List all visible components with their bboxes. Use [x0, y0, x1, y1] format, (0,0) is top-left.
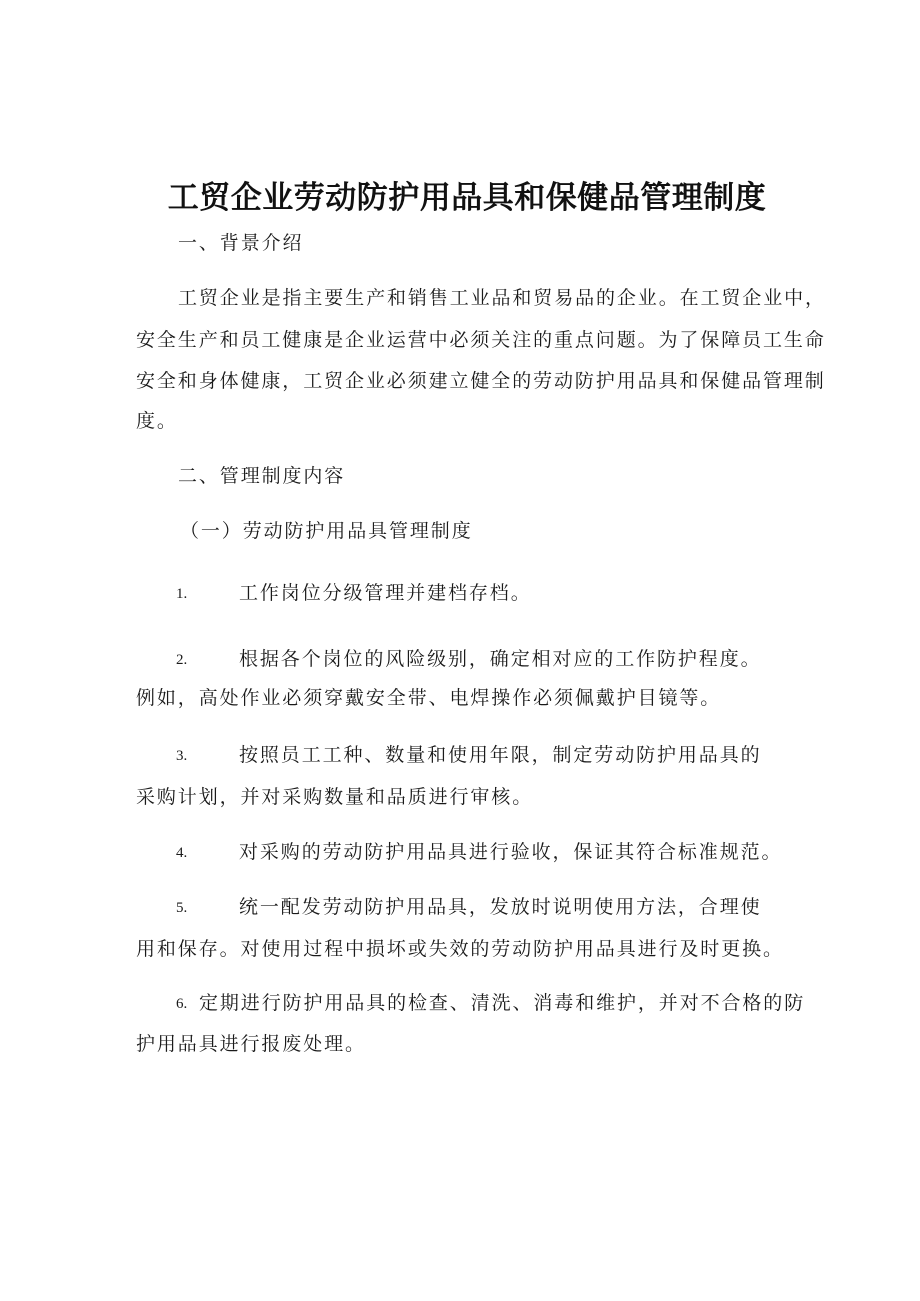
list-item-number: 1. — [176, 586, 188, 602]
section2-heading: 二、管理制度内容 — [178, 465, 346, 487]
paragraph-line: 度。 — [136, 410, 178, 432]
paragraph-line: 安全生产和员工健康是企业运营中必须关注的重点问题。为了保障员工生命 — [136, 329, 826, 351]
section1-heading: 一、背景介绍 — [178, 232, 304, 254]
list-item-text: 对采购的劳动防护用品具进行验收，保证其符合标准规范。 — [239, 841, 783, 863]
subsection-heading: （一）劳动防护用品具管理制度 — [180, 520, 473, 542]
paragraph-line: 安全和身体健康，工贸企业必须建立健全的劳动防护用品具和保健品管理制 — [136, 370, 826, 392]
list-item-number: 3. — [176, 748, 188, 764]
list-item-text: 工作岗位分级管理并建档存档。 — [239, 582, 532, 604]
list-item-text: 根据各个岗位的风险级别，确定相对应的工作防护程度。 — [239, 648, 762, 670]
list-item-number: 4. — [176, 845, 188, 861]
list-item-text: 按照员工工种、数量和使用年限，制定劳动防护用品具的 — [239, 744, 762, 766]
document-title: 工贸企业劳动防护用品具和保健品管理制度 — [167, 180, 767, 216]
list-item-text: 统一配发劳动防护用品具，发放时说明使用方法，合理使 — [239, 896, 762, 918]
list-item-number: 6. — [176, 996, 188, 1012]
list-item-continuation: 例如，高处作业必须穿戴安全带、电焊操作必须佩戴护目镜等。 — [136, 687, 722, 709]
list-item-continuation: 采购计划，并对采购数量和品质进行审核。 — [136, 786, 534, 808]
paragraph-line: 工贸企业是指主要生产和销售工业品和贸易品的企业。在工贸企业中， — [178, 287, 826, 309]
list-item-continuation: 护用品具进行报废处理。 — [136, 1033, 366, 1055]
list-item-number: 5. — [176, 900, 188, 916]
list-item-text: 定期进行防护用品具的检查、清洗、消毒和维护，并对不合格的防 — [199, 992, 806, 1014]
list-item-continuation: 用和保存。对使用过程中损坏或失效的劳动防护用品具进行及时更换。 — [136, 938, 784, 960]
list-item-number: 2. — [176, 652, 188, 668]
